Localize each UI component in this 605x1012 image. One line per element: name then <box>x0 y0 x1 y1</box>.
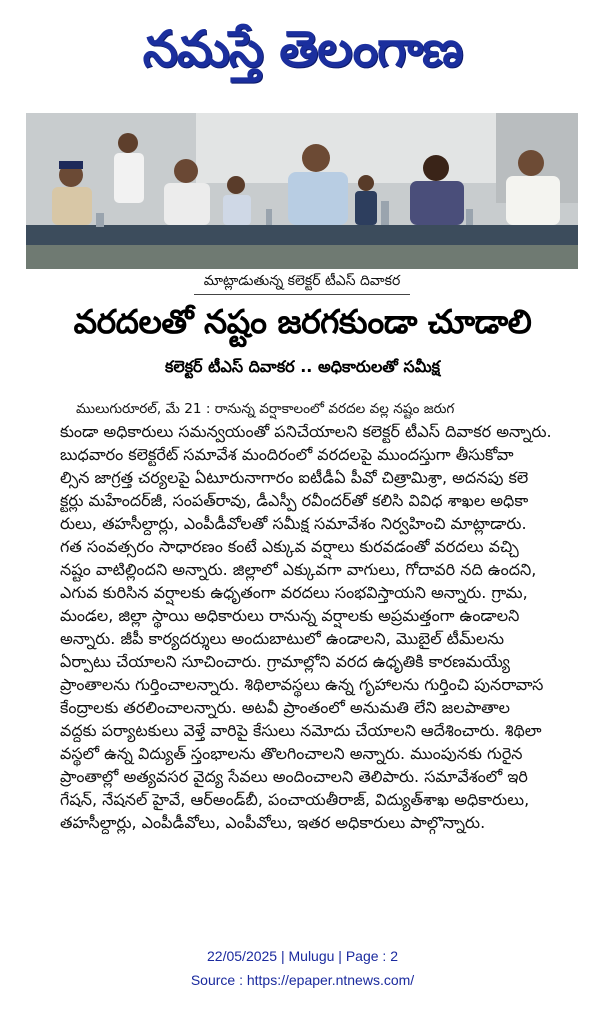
photo-caption-text: మాట్లాడుతున్న కలెక్టర్ టీఎస్ దివాకర <box>194 273 411 295</box>
headline-text: వరదలతో నష్టం జరగకుండా చూడాలి <box>73 301 532 341</box>
newspaper-logo: నమస్తే తెలంగాణ <box>142 19 463 78</box>
photo-caption <box>26 271 578 297</box>
article-line: గేషన్, నేషనల్ హైవే, ఆర్అండ్‌బీ, పంచాయతీరాజ్, విద్యుత్‌శాఖ అధికారులు, <box>60 790 530 809</box>
footer-date-line: 22/05/2025 | Mulugu | Page : 2 <box>207 948 398 964</box>
article-line: కేంద్రాలకు తరలించాలన్నారు. అటవీ ప్రాంతంలో అనుమతి లేని జలపాతాల <box>60 698 511 717</box>
footer-source-line: Source : https://epaper.ntnews.com/ <box>190 972 415 988</box>
article-line: వద్దకు పర్యాటకులు వెళ్తే వారిపై కేసులు నమోదు చేయాలని ఆదేశించారు. శిథిలా <box>60 721 542 740</box>
article-line: బుధవారం కలెక్టరేట్ సమావేశ మందిరంలో వరదలపై ముందస్తుగా తీసుకోవా <box>60 445 514 464</box>
article-line: ల్సిన జాగ్రత్త చర్యలపై ఏటూరునాగారం ఐటీడీఏ పీవో చిత్రామిశ్రా, అదనపు కలె <box>60 468 529 487</box>
news-photo <box>26 113 578 269</box>
article-line: వస్థలో ఉన్న విద్యుత్ స్తంభాలను తొలగించాలని అన్నారు. ముంపునకు గురైన <box>60 744 523 763</box>
meeting-photo-illustration <box>26 113 578 269</box>
article-line: రులు, తహసీల్దార్లు, ఎంపీడీవోలతో సమీక్ష సమావేశం నిర్వహించి మాట్లాడారు. <box>60 514 527 533</box>
subheadline-text: కలెక్టర్ టీఎస్ దివాకర .. అధికారులతో సమీక్ష <box>165 356 440 376</box>
masthead <box>0 0 605 110</box>
article-line: ప్రాంతాలను గుర్తించాలన్నారు. శిథిలావస్థలు ఉన్న గృహాలను గుర్తించి పునరావాస <box>60 675 544 694</box>
article-subheadline <box>0 354 605 382</box>
article-body <box>60 422 584 836</box>
article-first-line <box>76 396 584 422</box>
article-line: నష్టం వాటిల్లిందని అన్నారు. జిల్లాలో ఎక్కువగా వాగులు, గోదావరి నది ఉందని, <box>60 560 537 579</box>
article-line: ములుగురూరల్, మే 21 : రానున్న వర్షాకాలంలో వరదల వల్ల నష్టం జరుగ <box>76 401 455 417</box>
article-line: ప్రాంతాల్లో అత్యవసర వైద్య సేవలు అందించాలని తెలిపారు. సమావేశంలో ఇరి <box>60 767 528 786</box>
article-headline <box>0 300 605 350</box>
article-line: గత సంవత్సరం సాధారణం కంటే ఎక్కువ వర్షాలు కురవడంతో వరదలు వచ్చి <box>60 537 519 556</box>
article-line: ఏర్పాటు చేయాలని సూచించారు. గ్రామాల్లోని వరద ఉధృతికి కారణమయ్యే <box>60 652 510 671</box>
article-line: క్టర్లు మహేందర్‌జీ, సంపత్‌రావు, డీఎస్పీ రవీందర్‌తో కలిసి వివిధ శాఖల అధికా <box>60 491 529 510</box>
article-line: తహసీల్దార్లు, ఎంపీడీవోలు, ఎంపీవోలు, ఇతర అధికారులు పాల్గొన్నారు. <box>60 813 486 832</box>
article-line: కుండా అధికారులు సమన్వయంతో పనిచేయాలని కలెక్టర్ టీఎస్ దివాకర అన్నారు. <box>60 422 552 441</box>
article-line: మండల, జిల్లా స్థాయి అధికారులు రానున్న వర్షాలకు అప్రమత్తంగా ఉండాలని <box>60 606 520 625</box>
article-line: ఎగువ కురిసిన వర్షాలకు ఉధృతంగా వరదలు సంభవిస్తాయని అన్నారు. గ్రామ, <box>60 583 528 602</box>
article-line: అన్నారు. జీపీ కార్యదర్శులు అందుబాటులో ఉండాలని, మొబైల్ టీమ్‌లను <box>60 629 505 648</box>
